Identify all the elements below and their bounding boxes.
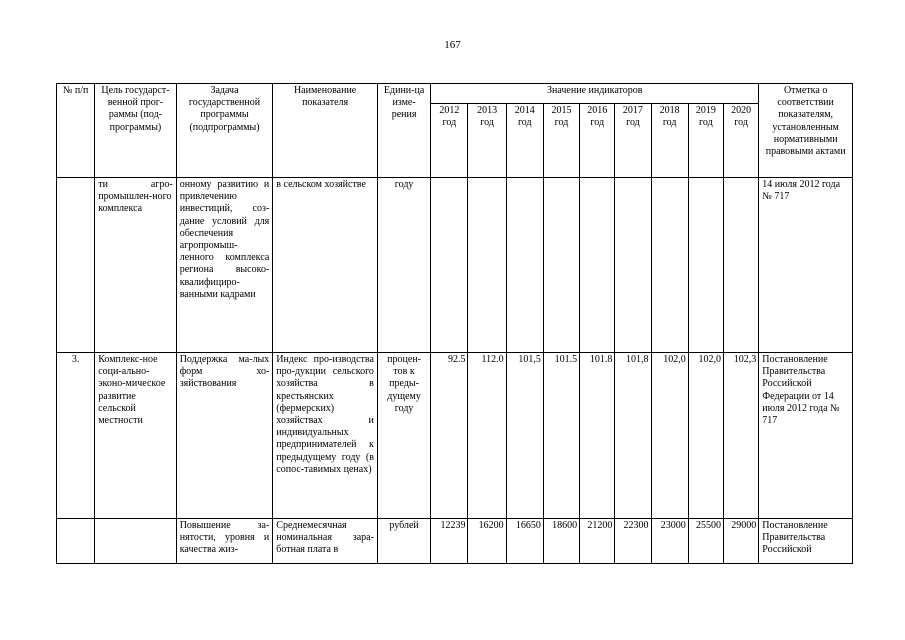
row-value: 16650	[506, 519, 543, 564]
header-year: 2016 год	[580, 104, 615, 178]
row-unit: рублей	[377, 519, 430, 564]
header-year: 2017 год	[615, 104, 651, 178]
row-task: онному развитию и привлечению инвестиций, соз-дание условий для обеспечения агропромыш-ленного комплекса региона высоко-квалифициро-ванными кадрами	[176, 178, 273, 353]
indicators-table	[56, 83, 853, 564]
row-value: 102,0	[651, 353, 688, 519]
table-row	[57, 519, 853, 564]
row-task: Поддержка ма-лых форм хо-зяйствования	[176, 353, 273, 519]
row-num: 3.	[57, 353, 95, 519]
row-note: 14 июля 2012 года № 717	[759, 178, 853, 353]
row-value	[468, 178, 506, 353]
row-value: 18600	[543, 519, 579, 564]
row-value	[506, 178, 543, 353]
header-note: Отметка о соответствии показателям, установленным нормативными правовыми актами	[759, 84, 853, 178]
row-value	[431, 178, 468, 353]
row-value	[651, 178, 688, 353]
row-indicator: Индекс про-изводства про-дукции сельского хозяйства в крестьянских (фермерских) хозяйствах и индивидуальных предпринимателей к предыдущему году (в сопос-тавимых ценах)	[273, 353, 378, 519]
row-goal	[95, 519, 176, 564]
row-indicator: в сельском хозяйстве	[273, 178, 378, 353]
row-value	[615, 178, 651, 353]
row-unit: году	[377, 178, 430, 353]
row-value: 21200	[580, 519, 615, 564]
row-value: 16200	[468, 519, 506, 564]
row-value: 22300	[615, 519, 651, 564]
header-task: Задача государственной программы (подпрограммы)	[176, 84, 273, 178]
row-value	[543, 178, 579, 353]
row-value	[688, 178, 723, 353]
row-goal: ти агро-промышлен-ного комплекса	[95, 178, 176, 353]
header-year: 2018 год	[651, 104, 688, 178]
row-value: 101.8	[580, 353, 615, 519]
row-task: Повышение за-нятости, уровня и качества жиз-	[176, 519, 273, 564]
header-unit: Едини-ца изме-рения	[377, 84, 430, 178]
row-indicator: Среднемесячная номинальная зара-ботная плата в	[273, 519, 378, 564]
header-row	[57, 84, 853, 104]
row-value: 101,5	[506, 353, 543, 519]
row-value	[580, 178, 615, 353]
header-year: 2012 год	[431, 104, 468, 178]
page-number: 167	[444, 39, 461, 51]
row-value: 101,8	[615, 353, 651, 519]
row-value	[723, 178, 758, 353]
row-value: 112.0	[468, 353, 506, 519]
header-indicator-name: Наименование показателя	[273, 84, 378, 178]
row-num	[57, 519, 95, 564]
row-value: 25500	[688, 519, 723, 564]
row-value: 29000	[723, 519, 758, 564]
row-value: 92.5	[431, 353, 468, 519]
table-row	[57, 353, 853, 519]
row-goal: Комплекс-ное соци-ально-эконо-мическое развитие сельской местности	[95, 353, 176, 519]
header-values-group: Значение индикаторов	[431, 84, 759, 104]
row-value: 102,3	[723, 353, 758, 519]
header-year: 2020 год	[723, 104, 758, 178]
row-value: 101.5	[543, 353, 579, 519]
row-note: Постановление Правительства Российской Федерации от 14 июля 2012 года № 717	[759, 353, 853, 519]
row-note: Постановление Правительства Российской	[759, 519, 853, 564]
header-goal: Цель государст-венной прог-раммы (под-программы)	[95, 84, 176, 178]
header-year: 2015 год	[543, 104, 579, 178]
table-row	[57, 178, 853, 353]
header-year: 2013 год	[468, 104, 506, 178]
header-num: № п/п	[57, 84, 95, 178]
row-value: 23000	[651, 519, 688, 564]
header-year: 2019 год	[688, 104, 723, 178]
row-num	[57, 178, 95, 353]
row-value: 102,0	[688, 353, 723, 519]
header-year: 2014 год	[506, 104, 543, 178]
row-value: 12239	[431, 519, 468, 564]
row-unit: процен-тов к преды-дущему году	[377, 353, 430, 519]
